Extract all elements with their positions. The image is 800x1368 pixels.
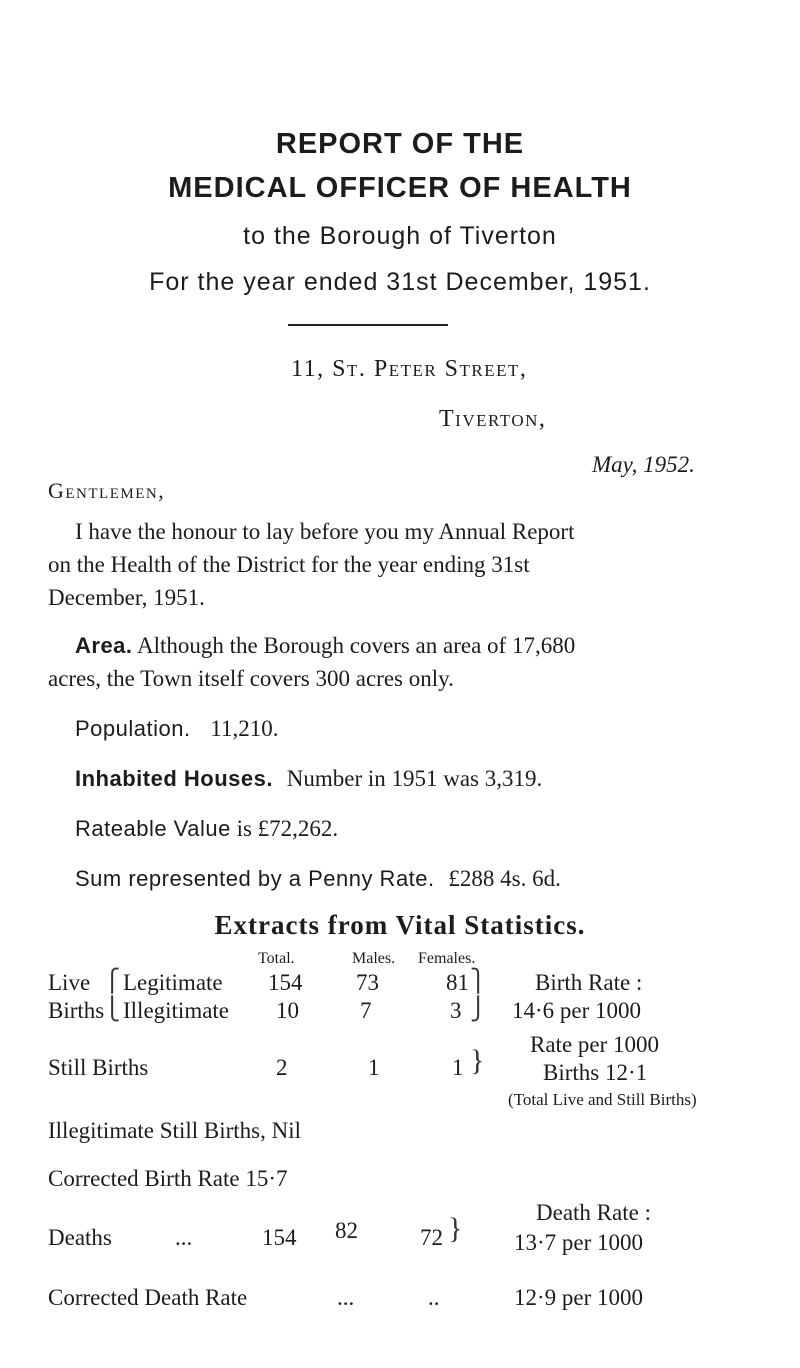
- population-line: [75, 712, 279, 745]
- intro-line-2: on the Health of the District for the year ending 31st: [48, 552, 530, 577]
- deaths-label: Deaths: [48, 1225, 112, 1250]
- penny-value: £288 4s. 6d.: [448, 866, 561, 891]
- brace-still: }: [470, 1044, 485, 1077]
- birth-rate-label: Birth Rate :: [535, 970, 643, 995]
- year-line: For the year ended 31st December, 1951.: [149, 268, 651, 296]
- report-subtitle: MEDICAL OFFICER OF HEALTH: [168, 172, 632, 204]
- corrected-death-value: 12·9 per 1000: [514, 1285, 644, 1310]
- salutation: Gentlemen,: [48, 478, 166, 503]
- penny-label: Sum represented by a Penny Rate.: [75, 866, 435, 891]
- brace-right-top: ⎫: [470, 968, 487, 993]
- still-rate-line-1: Rate per 1000: [530, 1032, 660, 1057]
- col-females: Females.: [418, 950, 476, 967]
- penny-line: [75, 862, 561, 895]
- address-town: Tiverton,: [439, 406, 547, 432]
- death-rate-value: 13·7 per 1000: [514, 1230, 644, 1255]
- brace-deaths: }: [448, 1212, 463, 1245]
- still-births-label: Still Births: [48, 1055, 149, 1080]
- brace-right-bottom: ⎭: [470, 996, 487, 1021]
- legitimate-males: 73: [356, 970, 379, 995]
- area-label: Area.: [75, 633, 133, 658]
- brace-left-bottom: ⎩: [104, 996, 121, 1021]
- still-births-males: 1: [368, 1055, 380, 1080]
- intro-line-1: I have the honour to lay before you my Annual Report: [75, 519, 575, 544]
- vital-title: Extracts from Vital Statistics.: [214, 910, 586, 940]
- still-rate-line-2: Births 12·1: [543, 1060, 648, 1085]
- col-males: Males.: [352, 950, 396, 967]
- houses-line: [75, 762, 542, 795]
- deaths-males: 82: [335, 1218, 358, 1243]
- corrected-death-dots-1: ...: [337, 1285, 355, 1310]
- still-births-females: 1: [452, 1055, 464, 1080]
- deaths-dots: ...: [175, 1225, 193, 1250]
- address-street: 11, St. Peter Street,: [291, 356, 528, 382]
- legitimate-total: 154: [268, 970, 303, 995]
- live-label: Live: [48, 970, 91, 995]
- legitimate-females: 81: [446, 970, 469, 995]
- illegitimate-females: 3: [450, 998, 462, 1023]
- rateable-value: is £72,262.: [236, 816, 339, 841]
- population-value: 11,210.: [210, 716, 279, 741]
- birth-rate-value: 14·6 per 1000: [512, 998, 642, 1023]
- legitimate-label: Legitimate: [123, 970, 223, 995]
- population-label: Population.: [75, 716, 191, 741]
- still-births-total: 2: [276, 1055, 288, 1080]
- rateable-label: Rateable Value: [75, 816, 231, 841]
- intro-line-3: December, 1951.: [48, 585, 205, 610]
- report-title: REPORT OF THE: [275, 128, 525, 160]
- illegitimate-label: Illegitimate: [123, 998, 230, 1023]
- corrected-death-dots-2: ..: [428, 1285, 440, 1310]
- death-rate-label: Death Rate :: [536, 1200, 651, 1225]
- report-date: May, 1952.: [592, 452, 695, 477]
- houses-label: Inhabited Houses.: [75, 766, 273, 791]
- illegitimate-still-births: Illegitimate Still Births, Nil: [48, 1118, 301, 1143]
- area-text-1: Although the Borough covers an area of 17,680: [137, 633, 576, 658]
- area-line-2: acres, the Town itself covers 300 acres only.: [48, 666, 454, 691]
- deaths-total: 154: [262, 1225, 297, 1250]
- borough-line: to the Borough of Tiverton: [243, 222, 557, 250]
- rateable-line: [75, 812, 338, 845]
- deaths-females: 72: [420, 1225, 443, 1250]
- divider: [288, 324, 448, 326]
- houses-value: Number in 1951 was 3,319.: [286, 766, 543, 791]
- corrected-death-label: Corrected Death Rate: [48, 1285, 248, 1310]
- brace-left-top: ⎧: [104, 968, 121, 993]
- illegitimate-males: 7: [360, 998, 372, 1023]
- col-total: Total.: [258, 950, 295, 967]
- births-label: Births: [48, 998, 105, 1023]
- still-rate-note: (Total Live and Still Births): [508, 1090, 697, 1109]
- illegitimate-total: 10: [276, 998, 299, 1023]
- area-line-1: [75, 629, 575, 662]
- corrected-birth-rate: Corrected Birth Rate 15·7: [48, 1166, 288, 1191]
